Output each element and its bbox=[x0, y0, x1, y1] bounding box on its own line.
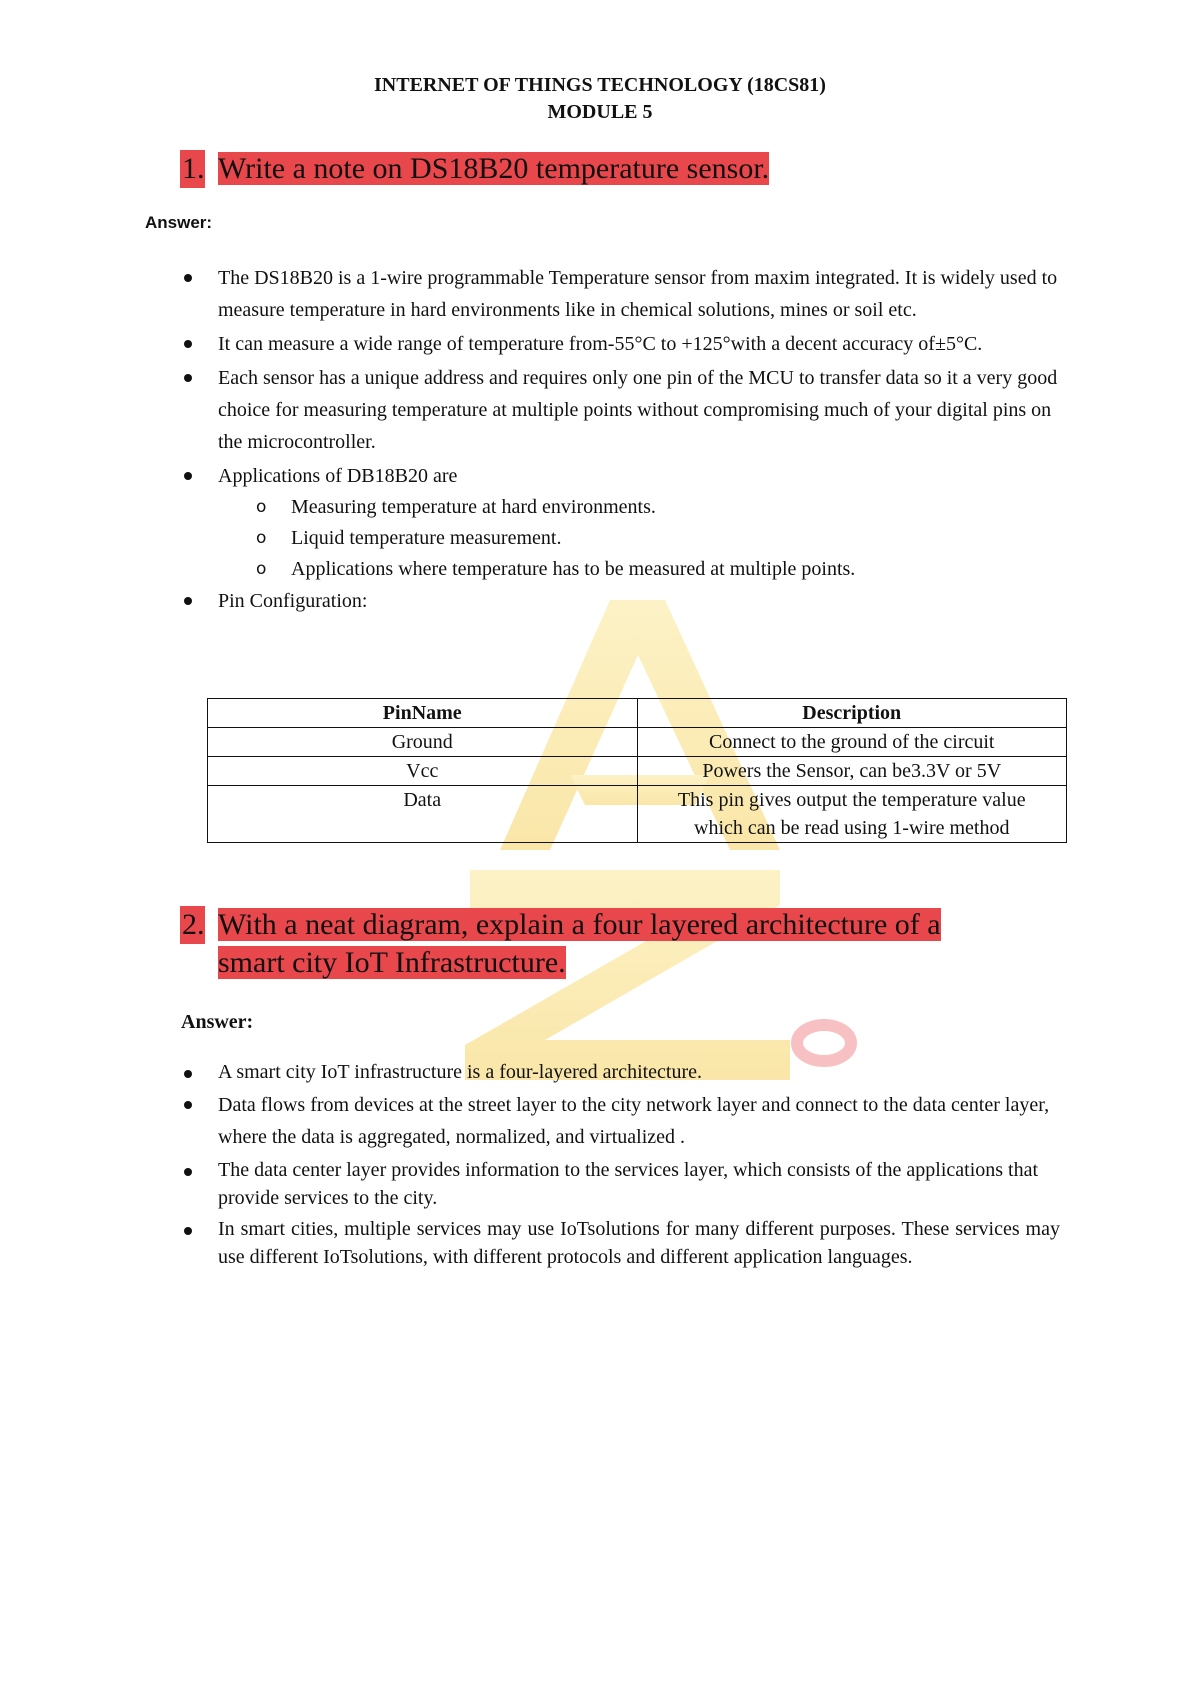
table-cell: Vcc bbox=[208, 757, 638, 786]
table-cell: Powers the Sensor, can be3.3V or 5V bbox=[637, 757, 1067, 786]
question-2-text-line2: smart city IoT Infrastructure. bbox=[218, 946, 566, 979]
question-1-heading bbox=[180, 150, 769, 188]
bullet-icon bbox=[184, 597, 192, 605]
table-header-cell: PinName bbox=[208, 699, 638, 728]
watermark-logo bbox=[450, 600, 870, 1120]
sub-list-item: o Liquid temperature measurement. bbox=[256, 523, 1060, 554]
bullet-icon bbox=[184, 340, 192, 348]
module-label: MODULE 5 bbox=[547, 101, 653, 123]
table-cell: Connect to the ground of the circuit bbox=[637, 728, 1067, 757]
list-item: Applications of DB18B20 are o Measuring temperature at hard environments. o Liquid temperature measurement. o Applications where temperature has to be measured at multiple points. bbox=[180, 460, 1060, 585]
list-item: The data center layer provides information to the services layer, which consists of the applications that provide services to the city. bbox=[180, 1156, 1060, 1212]
question-1-text: Write a note on DS18B20 temperature sensor. bbox=[218, 152, 770, 185]
sub-list-item: o Measuring temperature at hard environments. bbox=[256, 492, 1060, 523]
bullet-icon bbox=[184, 1227, 192, 1235]
document-title: INTERNET OF THINGS TECHNOLOGY (18CS81) bbox=[374, 74, 826, 96]
bullet-icon bbox=[184, 472, 192, 480]
list-item: Each sensor has a unique address and requires only one pin of the MCU to transfer data so it a very good choice for measuring temperature at multiple points without compromising much of your digital pins on the microcontroller. bbox=[180, 362, 1060, 458]
bullet-icon bbox=[184, 1070, 192, 1078]
table-cell: Data bbox=[208, 786, 638, 843]
list-item: The DS18B20 is a 1-wire programmable Temperature sensor from maxim integrated. It is widely used to measure temperature in hard environments like in chemical solutions, mines or soil etc. bbox=[180, 262, 1060, 326]
sub-list-item: o Applications where temperature has to be measured at multiple points. bbox=[256, 554, 1060, 585]
circle-bullet-icon: o bbox=[256, 559, 267, 579]
list-item: A smart city IoT infrastructure is a four-layered architecture. bbox=[180, 1058, 1060, 1086]
question-2-heading bbox=[180, 906, 941, 982]
list-item: In smart cities, multiple services may use IoTsolutions for many different purposes. These services may use different IoTsolutions, with different protocols and different application languages. bbox=[180, 1215, 1060, 1271]
bullet-icon bbox=[184, 1168, 192, 1176]
table-row bbox=[208, 757, 1067, 786]
table-cell: Ground bbox=[208, 728, 638, 757]
bullet-icon bbox=[184, 1101, 192, 1109]
bullet-icon bbox=[184, 274, 192, 282]
circle-bullet-icon: o bbox=[256, 497, 267, 517]
answer-1-label: Answer: bbox=[145, 213, 213, 232]
bullet-icon bbox=[184, 374, 192, 382]
list-item: It can measure a wide range of temperature from-55°C to +125°with a decent accuracy of±5°C. bbox=[180, 328, 1060, 360]
answer-2-label: Answer: bbox=[181, 1011, 254, 1033]
question-2-text-line1: With a neat diagram, explain a four layered architecture of a bbox=[218, 908, 941, 941]
circle-bullet-icon: o bbox=[256, 528, 267, 548]
table-header-cell: Description bbox=[637, 699, 1067, 728]
list-item: Pin Configuration: bbox=[180, 585, 1060, 617]
pin-configuration-table bbox=[207, 698, 1067, 843]
table-cell: This pin gives output the temperature value which can be read using 1-wire method bbox=[637, 786, 1067, 843]
answer-2-list bbox=[180, 1058, 1060, 1274]
table-row bbox=[208, 728, 1067, 757]
question-1-number: 1. bbox=[180, 150, 205, 188]
table-row bbox=[208, 786, 1067, 843]
list-item: Data flows from devices at the street layer to the city network layer and connect to the data center layer, where the data is aggregated, normalized, and virtualized . bbox=[180, 1089, 1060, 1153]
answer-1-list bbox=[180, 262, 1060, 619]
question-2-number: 2. bbox=[180, 906, 205, 944]
table-header-row bbox=[208, 699, 1067, 728]
applications-sublist bbox=[218, 492, 1060, 585]
